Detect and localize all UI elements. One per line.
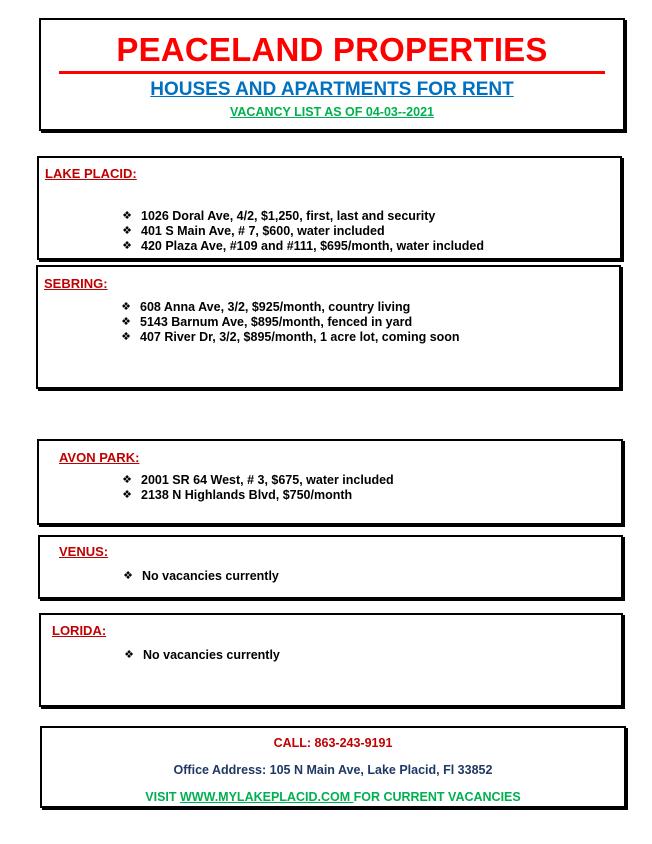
page-title: PEACELAND PROPERTIES xyxy=(116,31,548,68)
section-venus xyxy=(38,535,623,599)
title-underline xyxy=(59,71,605,74)
diamond-bullet-icon: ❖ xyxy=(121,316,131,328)
section-lorida xyxy=(39,613,623,707)
diamond-bullet-icon: ❖ xyxy=(121,301,131,313)
list-item xyxy=(121,473,394,488)
listing-text: 2138 N Highlands Blvd, $750/month xyxy=(141,488,353,502)
section-sebring xyxy=(36,265,621,389)
diamond-bullet-icon: ❖ xyxy=(122,474,132,486)
visit-suffix: FOR CURRENT VACANCIES xyxy=(353,790,521,804)
website-link[interactable]: WWW.MYLAKEPLACID.COM xyxy=(180,790,354,804)
list-item xyxy=(120,300,460,315)
page-subtitle: HOUSES AND APARTMENTS FOR RENT xyxy=(150,79,514,100)
listing-list-venus xyxy=(122,569,279,584)
listing-text: 407 River Dr, 3/2, $895/month, 1 acre lot, coming soon xyxy=(140,330,460,344)
list-item xyxy=(120,330,460,345)
diamond-bullet-icon: ❖ xyxy=(122,225,132,237)
listing-text: 5143 Barnum Ave, $895/month, fenced in yard xyxy=(140,315,413,329)
listing-text: 1026 Doral Ave, 4/2, $1,250, first, last and security xyxy=(141,209,436,223)
list-item xyxy=(122,569,279,584)
listing-list-avon-park xyxy=(121,473,394,503)
diamond-bullet-icon: ❖ xyxy=(122,210,132,222)
office-address: Office Address: 105 N Main Ave, Lake Placid, Fl 33852 xyxy=(173,763,493,777)
listing-list-sebring xyxy=(120,300,460,345)
diamond-bullet-icon: ❖ xyxy=(121,331,131,343)
section-avon-park xyxy=(37,439,623,525)
listing-text: 608 Anna Ave, 3/2, $925/month, country living xyxy=(140,300,411,314)
list-item xyxy=(123,648,280,663)
phone-number: CALL: 863-243-9191 xyxy=(273,736,393,750)
list-item xyxy=(120,315,460,330)
section-label-lorida: LORIDA: xyxy=(52,623,107,638)
list-item xyxy=(121,209,484,224)
list-item xyxy=(121,239,484,254)
listing-text: No vacancies currently xyxy=(143,648,280,662)
section-label-lake-placid: LAKE PLACID: xyxy=(45,166,137,181)
listing-list-lake-placid xyxy=(121,209,484,254)
list-item xyxy=(121,488,394,503)
diamond-bullet-icon: ❖ xyxy=(124,649,134,661)
visit-line xyxy=(42,789,624,805)
section-label-venus: VENUS: xyxy=(59,544,109,559)
header-box xyxy=(39,18,625,131)
section-label-avon-park: AVON PARK: xyxy=(59,450,140,465)
listing-text: 420 Plaza Ave, #109 and #111, $695/month, water included xyxy=(141,239,484,253)
section-label-sebring: SEBRING: xyxy=(44,276,108,291)
vacancy-date: VACANCY LIST AS OF 04-03--2021 xyxy=(230,105,434,119)
section-lake-placid xyxy=(37,156,622,260)
contact-footer xyxy=(40,726,626,808)
diamond-bullet-icon: ❖ xyxy=(123,570,133,582)
diamond-bullet-icon: ❖ xyxy=(122,489,132,501)
listing-text: 2001 SR 64 West, # 3, $675, water included xyxy=(141,473,394,487)
listing-list-lorida xyxy=(123,648,280,663)
diamond-bullet-icon: ❖ xyxy=(122,240,132,252)
list-item xyxy=(121,224,484,239)
visit-prefix: VISIT xyxy=(145,790,180,804)
listing-text: No vacancies currently xyxy=(142,569,279,583)
listing-text: 401 S Main Ave, # 7, $600, water included xyxy=(141,224,385,238)
